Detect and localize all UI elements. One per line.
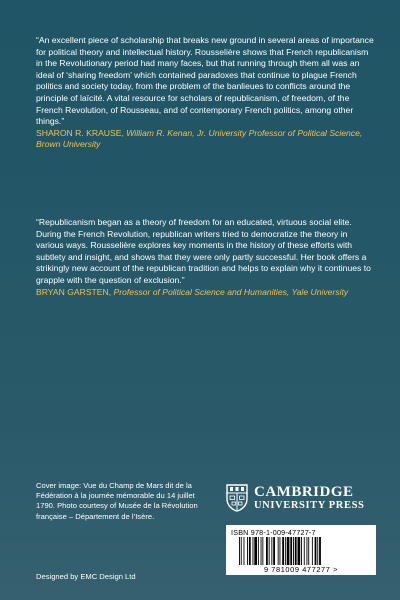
cover-image-credit: Cover image: Vue du Champ de Mars dit de la Fédération à la journée mémorable du 14 juillet 1790. Photo courtesy of Musée de la Révolution française – Département de l’Isère. bbox=[36, 481, 198, 521]
endorser-title: Professor of Political Science and Humanities, Yale University bbox=[113, 286, 349, 297]
endorsement-text: “Republicanism began as a theory of freedom for an educated, virtuous social elite. During the French Revolution, republican writers tried to democratize the theory in various ways. Rousselière explores key moments in the history of these efforts with subtlety and insight, and shows that they were only partly successful. Her book offers a strikingly new account of the republican tradition and helps to explain why it continues to grapple with the question of exclusion.” bbox=[36, 217, 371, 285]
endorsement-attribution bbox=[36, 128, 376, 151]
endorser-name: BRYAN GARSTEN, bbox=[36, 286, 112, 297]
endorser-title: William R. Kenan, Jr. University Professor of Political Science, Brown University bbox=[36, 127, 363, 150]
publisher-logo bbox=[226, 483, 376, 515]
cambridge-shield-icon bbox=[226, 484, 248, 512]
publisher-subtitle: UNIVERSITY PRESS bbox=[254, 500, 365, 511]
designer-credit: Designed by EMC Design Ltd bbox=[36, 572, 136, 581]
endorsement-krause bbox=[36, 35, 376, 151]
barcode-icon bbox=[231, 537, 371, 565]
barcode-digits: 9 781009 477277 > bbox=[263, 565, 339, 574]
endorsement-garsten bbox=[36, 217, 376, 298]
barcode-panel bbox=[226, 525, 376, 575]
isbn-label: ISBN 978-1-009-47727-7 bbox=[231, 528, 316, 537]
publisher-name: CAMBRIDGE bbox=[254, 484, 354, 500]
endorsement-text: “An excellent piece of scholarship that breaks new ground in several areas of importance for political theory and intellectual history. Rousselière shows that French republicanism in the Revolutionary period had many faces, but that running through them all was an ideal of ‘sharing freedom’ which contained paradoxes that continue to plague French politics and society today, from the problem of the banlieues to conflicts around the principle of laïcité. A vital resource for scholars of republicanism, of freedom, of the French Revolution, of Rousseau, and of contemporary French politics, among other things.” bbox=[36, 35, 374, 127]
endorser-name: SHARON R. KRAUSE, bbox=[36, 127, 124, 138]
endorsement-attribution bbox=[36, 287, 376, 299]
